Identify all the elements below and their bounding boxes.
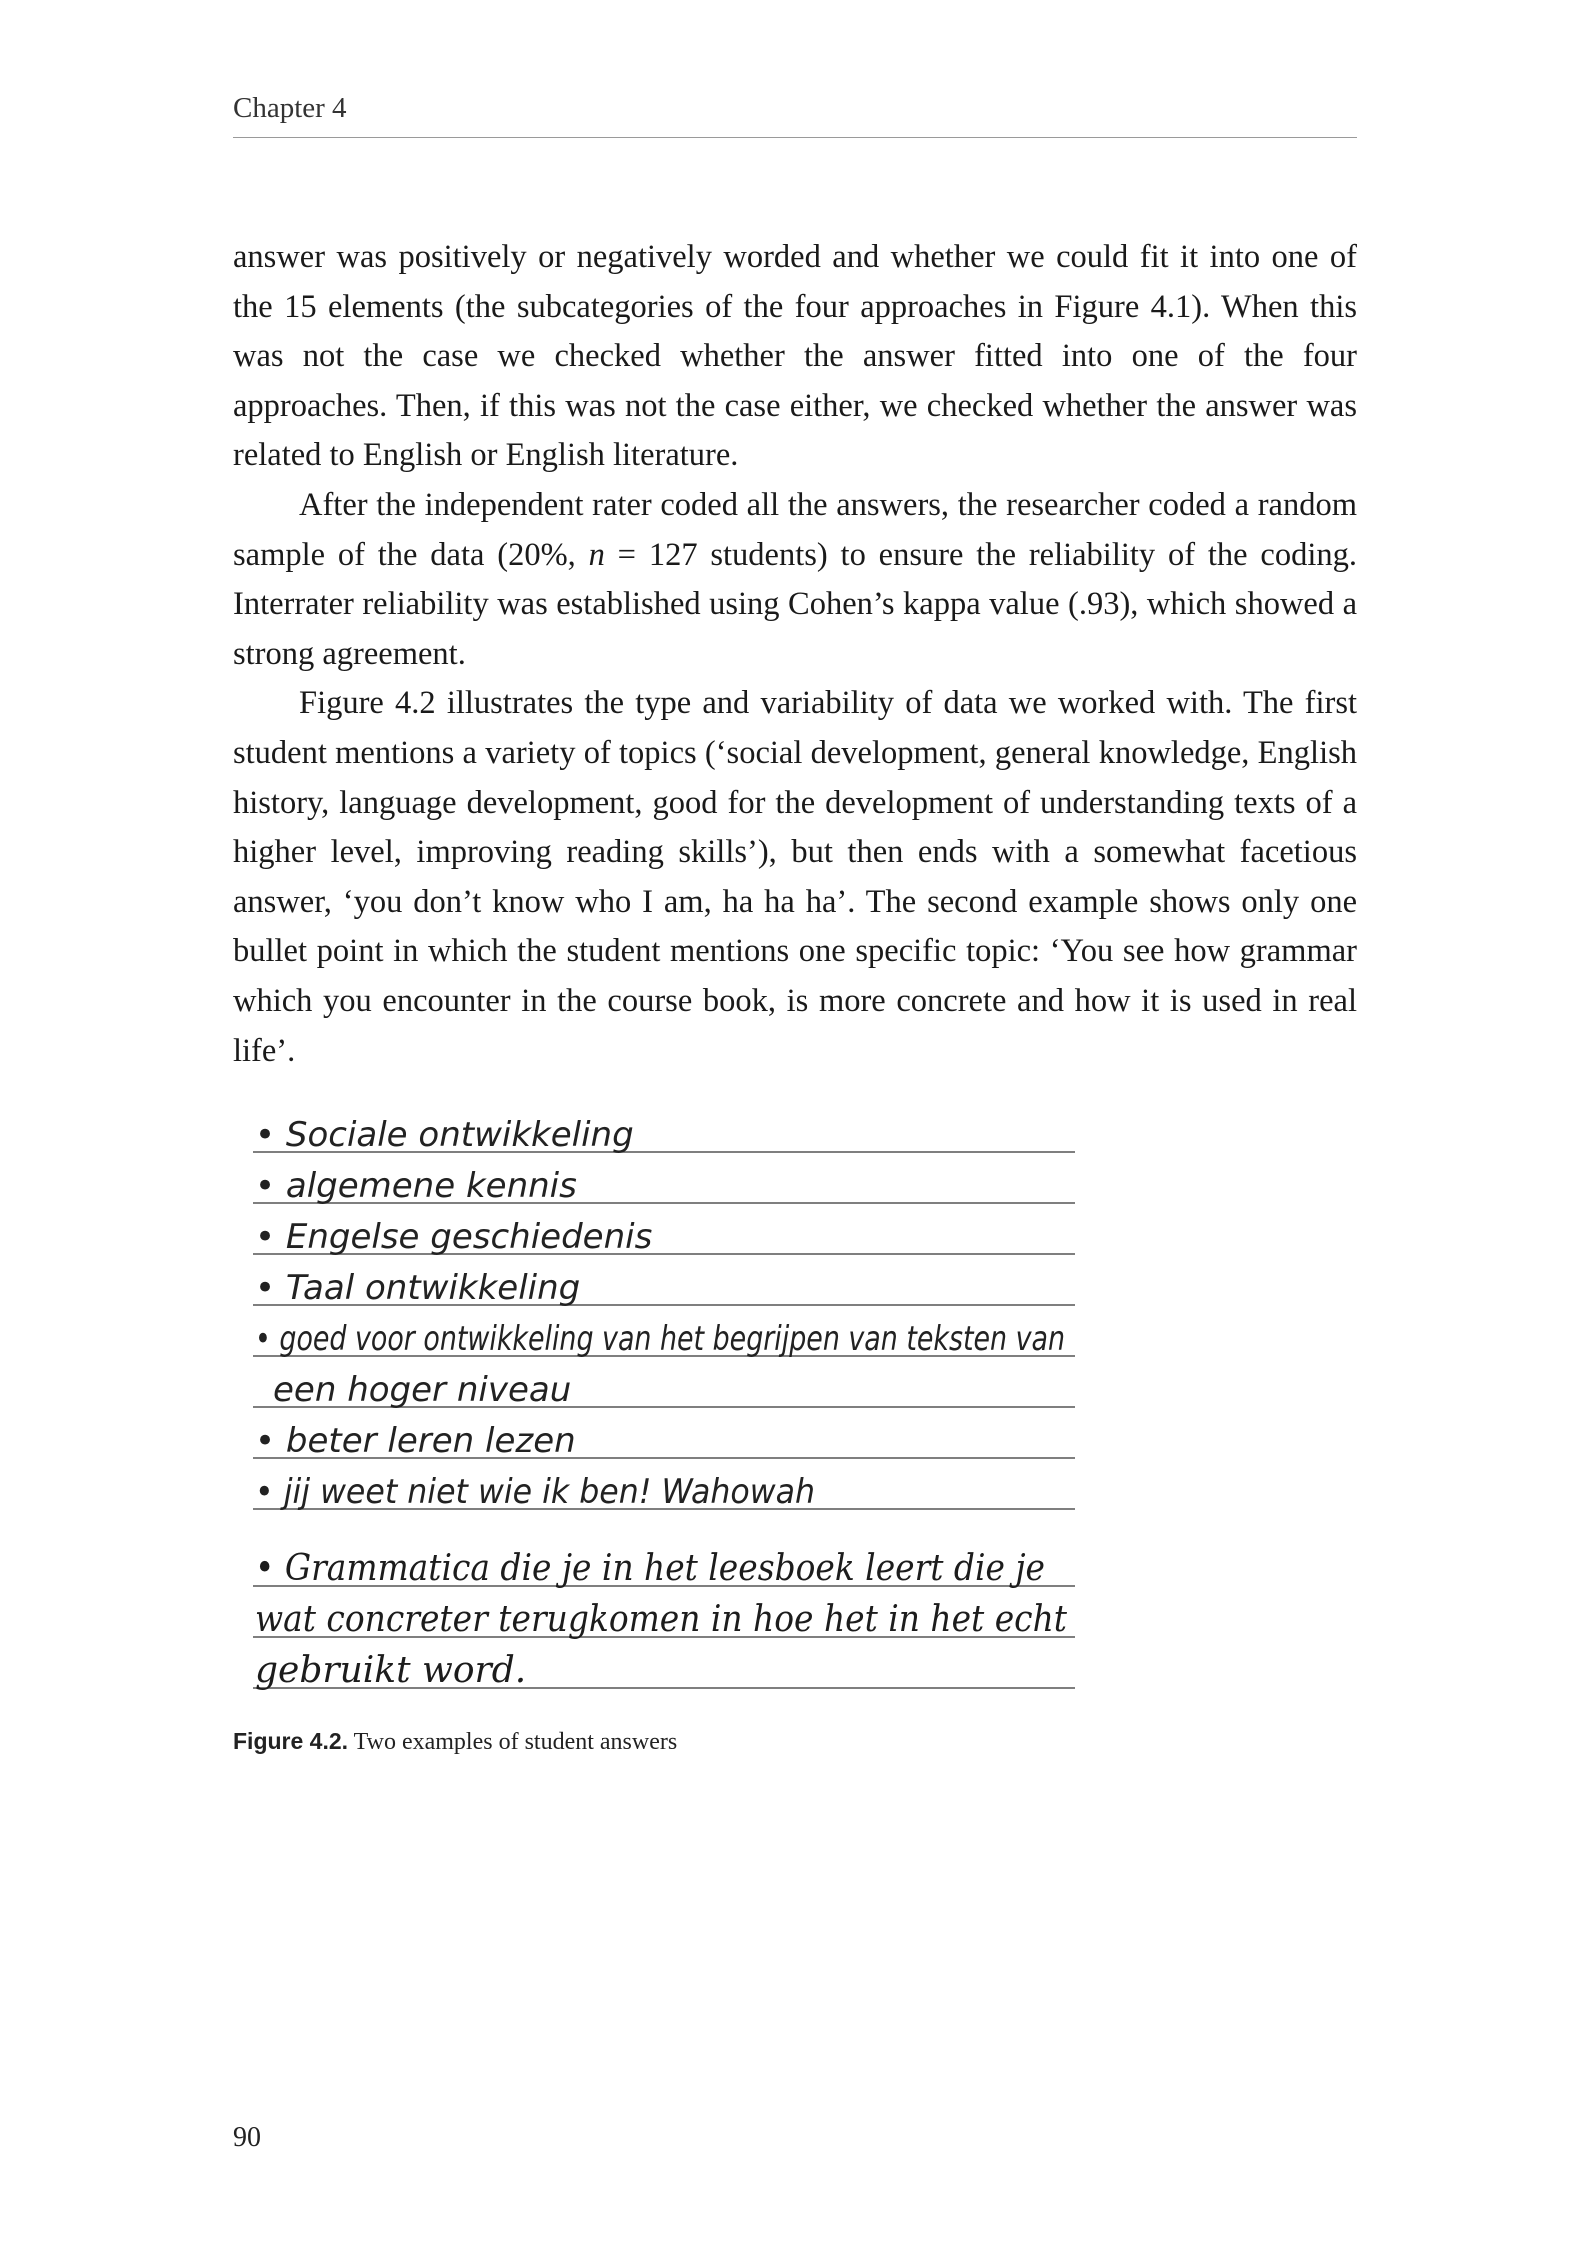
paragraph-2 bbox=[233, 481, 1357, 679]
figure-caption-text: Two examples of student answers bbox=[353, 1729, 678, 1755]
body-text bbox=[233, 233, 1357, 1076]
example-1-line-4: • Taal ontwikkeling bbox=[255, 1268, 581, 1308]
paragraph-1: answer was positively or negatively worded and whether we could fit it into one of the 15 elements (the subcategories of the four approaches in Figure 4.1). When this was not the case we checked whether the answer fitted into one of the four approaches. Then, if this was not the case either, we checked whether the answer was related to English or English literature. bbox=[233, 239, 1357, 474]
figure-caption bbox=[233, 1728, 677, 1756]
example-2-line-3: gebruikt word. bbox=[255, 1650, 527, 1691]
running-head: Chapter 4 bbox=[233, 92, 347, 124]
example-1-line-7: • beter leren lezen bbox=[255, 1421, 576, 1461]
handwritten-answers-image bbox=[233, 1110, 1093, 1700]
example-1-handwriting bbox=[255, 1115, 1065, 1512]
paragraph-2-part-2: = 127 students) to ensure the reliability of the coding. Interrater reliability was established using Cohen’s kappa value (.93), which showed a strong agreement. bbox=[233, 536, 1357, 672]
page-number: 90 bbox=[233, 2122, 261, 2153]
example-1-line-2: • algemene kennis bbox=[255, 1166, 577, 1206]
example-2-handwriting bbox=[255, 1548, 1067, 1691]
figure-student-answers bbox=[233, 1110, 1093, 1700]
sample-size-symbol: n bbox=[588, 536, 605, 573]
example-1-line-8: • jij weet niet wie ik ben! Wahowah bbox=[255, 1472, 815, 1512]
example-1-line-1: • Sociale ontwikkeling bbox=[255, 1115, 634, 1155]
example-1-line-3: • Engelse geschiedenis bbox=[255, 1217, 653, 1257]
header-divider bbox=[233, 137, 1357, 138]
example-1-line-5: • goed voor ontwikkeling van het begrijpen van teksten van bbox=[255, 1319, 1065, 1359]
example-1-line-6: een hoger niveau bbox=[273, 1370, 572, 1410]
example-2-line-1: • Grammatica die je in het leesboek leert die je bbox=[255, 1548, 1045, 1589]
paragraph-3: Figure 4.2 illustrates the type and variability of data we worked with. The first student mentions a variety of topics (‘social development, general knowledge, English history, language development, good for the development of understanding texts of a higher level, improving reading skills’), but then ends with a somewhat facetious answer, ‘you don’t know who I am, ha ha ha’. The second example shows only one bullet point in which the student mentions one specific topic: ‘You see how grammar which you encounter in the course book, is more concrete and how it is used in real life’. bbox=[233, 685, 1357, 1069]
paragraph-2-part-1: After the independent rater coded all the answers, the researcher coded a random sample of the data (20%, bbox=[233, 486, 1357, 573]
example-2-line-2: wat concreter terugkomen in hoe het in het echt bbox=[255, 1599, 1068, 1640]
figure-caption-label: Figure 4.2. bbox=[233, 1728, 349, 1754]
